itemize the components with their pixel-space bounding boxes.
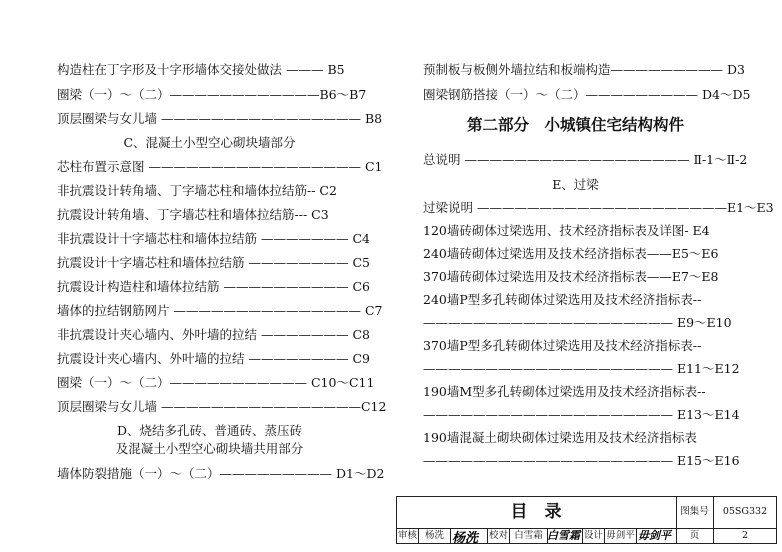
design-signature: 毋剑平 [638, 529, 671, 542]
toc-entry: 190墙M型多孔转砌体过梁选用及技术经济指标表-- [423, 384, 706, 399]
review-signature: 杨洗 [452, 531, 479, 546]
toc-entry: 非抗震设计十字墙芯柱和墙体拉结筋 ——————— C4 [57, 231, 370, 246]
title-block-divider [450, 528, 451, 544]
page-number: 2 [741, 530, 749, 541]
toc-entry: ———————————————————— E9～E10 [423, 315, 732, 330]
toc-entry: 370墙砖砌体过梁选用及技术经济指标表——E7～E8 [423, 269, 719, 284]
page-label: 页 [689, 530, 700, 541]
section-heading-c: C、混凝土小型空心砌块墙部分 [123, 135, 296, 150]
toc-entry: 370墙P型多孔转砌体过梁选用及技术经济指标表-- [423, 338, 702, 353]
toc-entry: 圈梁（一）～（二）——————————— C10～C11 [57, 375, 375, 390]
section-heading-d-line2: 及混凝土小型空心砌块墙共用部分 [115, 441, 304, 456]
toc-entry: 预制板与板侧外墙拉结和板端构造————————— D3 [423, 62, 745, 77]
atlas-number: 05SG332 [722, 506, 768, 517]
check-signature: 白雪霜 [547, 529, 580, 542]
design-name: 毋剑平 [606, 530, 635, 541]
toc-entry: ———————————————————— E11～E12 [423, 361, 740, 376]
toc-entry: 非抗震设计转角墙、丁字墙芯柱和墙体拉结筋-- C2 [57, 183, 337, 198]
section-heading-d: D、烧结多孔砖、普通砖、蒸压砖 [116, 423, 303, 438]
toc-entry: 芯柱布置示意图 ————————————————— C1 [57, 159, 383, 174]
part-title: 第二部分 小城镇住宅结构构件 [466, 115, 684, 134]
toc-entry: 240墙砖砌体过梁选用及技术经济指标表——E5～E6 [423, 246, 719, 261]
toc-entry: 190墙混凝土砌块砌体过梁选用及技术经济指标表 [423, 430, 697, 445]
check-label: 校对 [488, 530, 508, 541]
toc-entry: 240墙P型多孔转砌体过梁选用及技术经济指标表-- [423, 292, 702, 307]
review-label: 审核 [397, 530, 417, 541]
section-heading-e: E、过梁 [552, 177, 599, 192]
catalog-title: 目 录 [510, 502, 562, 522]
toc-entry: 120墙砖砌体过梁选用、技术经济指标表及详图- E4 [423, 223, 710, 238]
toc-entry: 抗震设计夹心墙内、外叶墙的拉结 ———————— C9 [57, 351, 370, 366]
toc-entry: 墙体的拉结钢筋网片 ——————————————— C7 [57, 303, 383, 318]
title-block-divider [636, 528, 637, 544]
toc-entry: 圈梁（一）～（二）————————————B6～B7 [57, 87, 367, 102]
toc-entry: 非抗震设计夹心墙内、外叶墙的拉结 ——————— C8 [57, 327, 370, 342]
toc-entry: 顶层圈梁与女儿墙 ————————————————C12 [57, 399, 387, 414]
check-name: 白雪霜 [514, 530, 543, 541]
toc-entry: ———————————————————— E15～E16 [423, 453, 740, 468]
toc-entry: ———————————————————— E13～E14 [423, 407, 740, 422]
toc-entry: 总说明 —————————————————— Ⅱ-1～Ⅱ-2 [423, 152, 748, 167]
toc-entry: 抗震设计十字墙芯柱和墙体拉结筋 ———————— C5 [57, 255, 370, 270]
toc-entry: 圈梁钢筋搭接（一）～（二）————————— D4～D5 [423, 87, 751, 102]
review-name: 杨洗 [424, 530, 444, 541]
toc-entry: 抗震设计转角墙、丁字墙芯柱和墙体拉结筋--- C3 [57, 207, 329, 222]
toc-entry: 构造柱在丁字形及十字形墙体交接处做法 ——— B5 [57, 62, 345, 77]
toc-entry: 墙体防裂措施（一）～（二）————————— D1～D2 [57, 466, 385, 481]
toc-entry: 抗震设计构造柱和墙体拉结筋 —————————— C6 [57, 279, 370, 294]
design-label: 设计 [583, 530, 603, 541]
toc-entry: 顶层圈梁与女儿墙 ———————————————— B8 [57, 111, 383, 126]
atlas-number-label: 图集号 [680, 506, 709, 517]
toc-entry: 过梁说明 ————————————————————E1～E3 [423, 200, 774, 215]
